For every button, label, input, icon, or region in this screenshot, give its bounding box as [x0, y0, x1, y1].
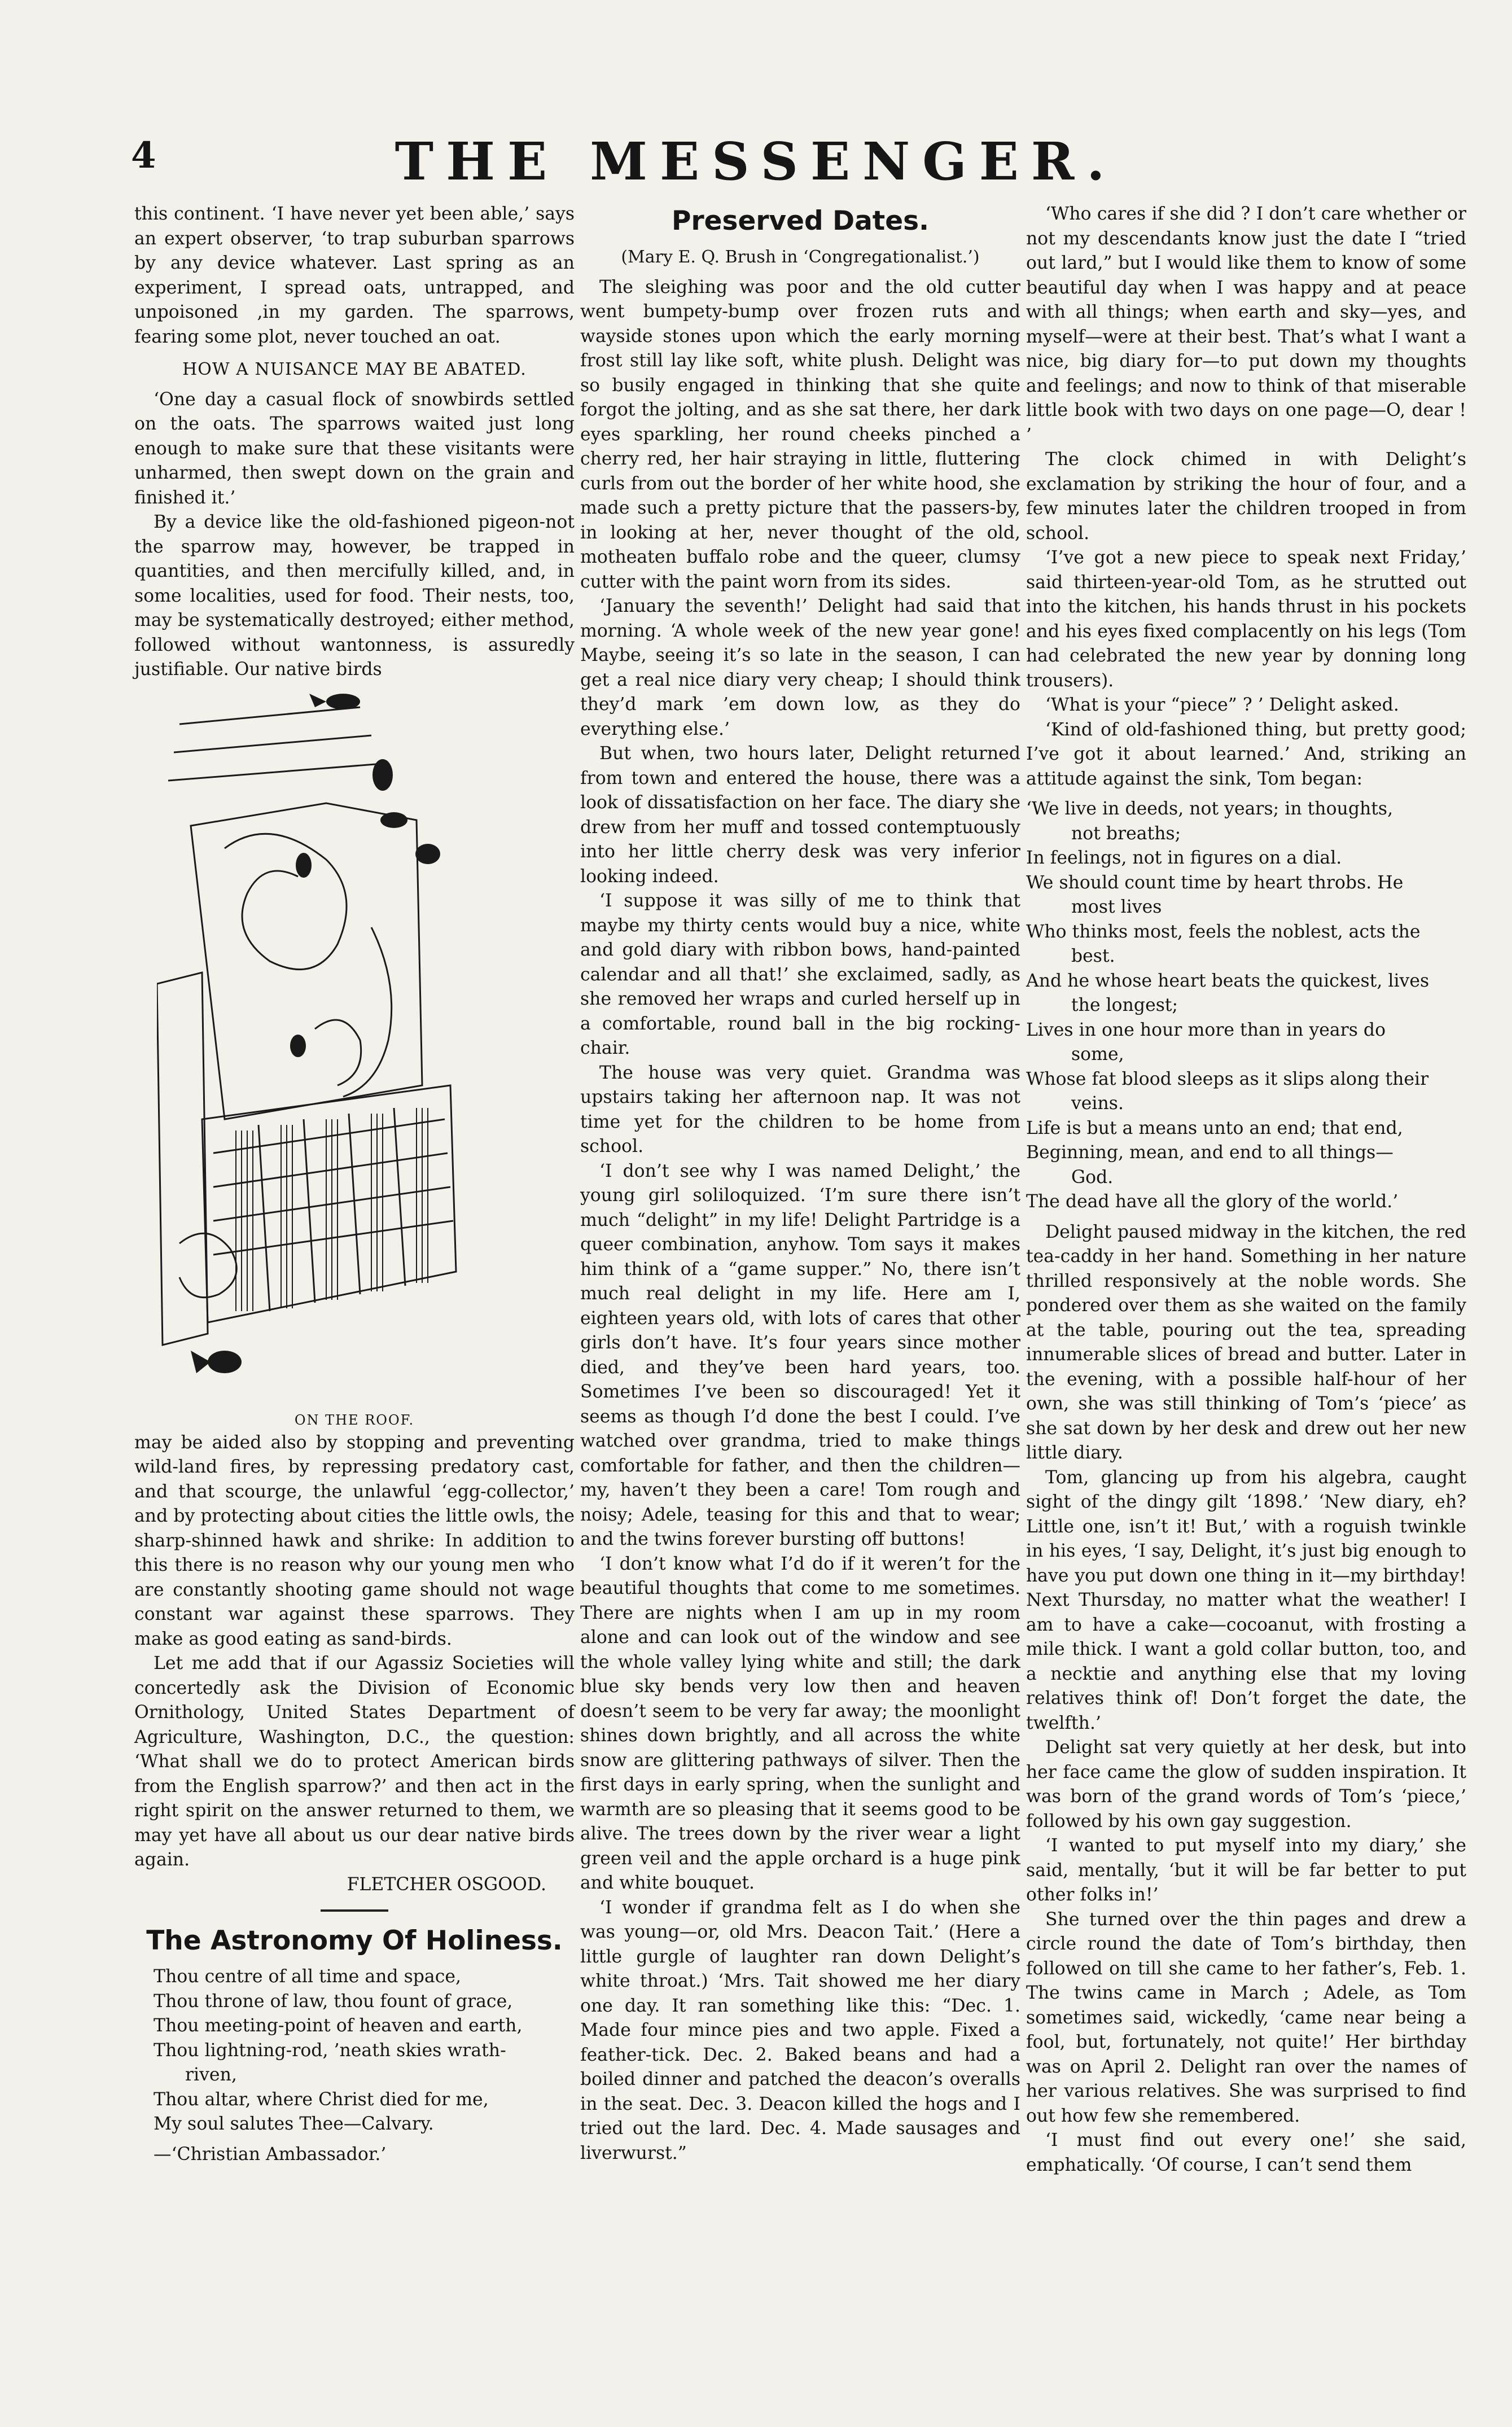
poem-line: the longest;	[1071, 995, 1178, 1015]
poem-line: Thou altar, where Christ died for me,	[154, 2089, 489, 2110]
poem-line: some,	[1071, 1044, 1124, 1064]
poem-line: Thou centre of all time and space,	[154, 1966, 461, 1987]
poem-line: Thou lightning-rod, ’neath skies wrath-	[154, 2040, 506, 2061]
poem-line: My soul salutes Thee—Calvary.	[154, 2114, 434, 2134]
paragraph: She turned over the thin pages and drew a circle round the date of Tom’s birthday, then followed on till she came to her father’s, Feb. 1. The twins came in March ; Adele, as Tom sometimes said, wickedly, ‘came near being a fool, but, fortunately, not quite!’ Her birthday was on April 2. Delight ran over the names of her various relatives. She was surprised to find out how few she remembered.	[1026, 1909, 1466, 2126]
poem-line: Who thinks most, feels the noblest, acts the	[1026, 921, 1421, 942]
poem-line: Beginning, mean, and end to all things—	[1026, 1142, 1393, 1163]
poem	[134, 1965, 575, 2137]
paragraph: The house was very quiet. Grandma was upstairs taking her afternoon nap. It was not time yet for the children to be home from school.	[580, 1062, 1020, 1156]
paragraph: may be aided also by stopping and preventing wild-land fires, by repressing predatory cast, and that scourge, the unlawful ‘egg-collector,’ and by protecting about cities the little owls, the sharp-shinned hawk and shrike: In addition to this there is no reason why our young men who are constantly shooting game should not wage constant war against these sparrows. They make as good eating as sand-birds.	[134, 1432, 575, 1649]
poem-line: Whose fat blood sleeps as it slips along their	[1026, 1068, 1429, 1089]
paragraph: Delight paused midway in the kitchen, the red tea-caddy in her hand. Something in her nature thrilled responsively at the noble words. She pondered over them as she waited on the family at the table, pouring out the tea, spreading innumerable slices of bread and butter. Later in the evening, with a possible half-hour of her own, she was still thinking of Tom’s ‘piece’ as she sat down by her desk and drew out her new little diary.	[1026, 1221, 1466, 1463]
paragraph: The sleighing was poor and the old cutter went bumpety-bump over frozen ruts and wayside stones upon which the early morning frost still lay like soft, white plush. Delight was so busily engaged in thinking that she quite forgot the jolting, and as she sat there, her dark eyes sparkling, her round cheeks pinched a cherry red, her hair straying in little, fluttering curls from out the border of her white hood, she made such a pretty picture that the passers-by, in looking at her, never thought of the old, motheaten buffalo robe and the queer, clumsy cutter with the paint worn from its sides.	[580, 277, 1020, 592]
author-signature: FLETCHER OSGOOD.	[347, 1874, 546, 1895]
poem-line: best.	[1071, 946, 1115, 966]
paragraph: ‘What is your “piece” ? ’ Delight asked.	[1045, 695, 1399, 715]
paragraph: But when, two hours later, Delight returned from town and entered the house, there was a look of dissatisfaction on her face. The diary she drew from her muff and tossed contemptuously into her little cherry desk was very inferior looking indeed.	[580, 743, 1020, 887]
paragraph: ‘I wanted to put myself into my diary,’ she said, mentally, ‘but it will be far better to put other folks in!’	[1026, 1835, 1466, 1905]
poem-line: Thou throne of law, thou fount of grace,	[154, 1991, 513, 2012]
poem-line: riven,	[185, 2065, 237, 2085]
column-1	[134, 202, 575, 2167]
paragraph: ‘I must find out every one!’ she said, emphatically. ‘Of course, I can’t send them	[1026, 2130, 1466, 2175]
paragraph: ‘I don’t know what I’d do if it weren’t for the beautiful thoughts that come to me sometimes. There are nights when I am up in my room alone and can look out of the window and see the whole valley lying white and still; the dark blue sky bends very low then and heaven doesn’t seem to be very far away; the moonlight shines down brightly, and all across the white snow are glittering pathways of silver. Then the first days in early spring, when the sunlight and warmth are so pleasing that it seems good to be alive. The trees down by the river wear a light green veil and the apple orchard is a huge pink and white bouquet.	[580, 1553, 1020, 1893]
paragraph: Delight sat very quietly at her desk, but into her face came the glow of sudden inspiration. It was born of the grand words of Tom’s ‘piece,’ followed by his own gay suggestion.	[1026, 1737, 1466, 1832]
article-title: Preserved Dates.	[672, 205, 929, 236]
paragraph: ‘January the seventh!’ Delight had said that morning. ‘A whole week of the new year gone! Maybe, seeing it’s so late in the season, I can get a real nice diary very cheap; I should think they’d mark ’em down low, as they do everything else.’	[580, 596, 1020, 739]
poem-line: God.	[1071, 1167, 1114, 1188]
paragraph: ‘Who cares if she did ? I don’t care whether or not my descendants know just the date I “tried out lard,” but I would like them to know of some beautiful day when I was happy and at peace with all things; when earth and sky—yes, and myself—were at their best. That’s what I want a nice, big diary for—to put down my thoughts and feelings; and now to think of that miserable little book with two days on one page—O, dear ! ’	[1026, 204, 1466, 445]
paragraph: ‘I wonder if grandma felt as I do when she was young—or, old Mrs. Deacon Tait.’ (Here a little gurgle of laughter ran down Delight’s white throat.) ‘Mrs. Tait showed me her diary one day. It ran something like this: “Dec. 1. Made four mince pies and two apple. Fixed a feather-tick. Dec. 2. Baked beans and had a boiled dinner and patched the deacon’s overalls in the seat. Dec. 3. Deacon killed the hogs and I tried out the lard. Dec. 4. Made sausages and liverwurst.”	[580, 1897, 1020, 2163]
byline: (Mary E. Q. Brush in ‘Congregationalist.’)	[621, 247, 980, 267]
figure-caption: ON THE ROOF.	[294, 1412, 415, 1428]
poem-line: In feelings, not in figures on a dial.	[1026, 848, 1342, 868]
paragraph: ‘I don’t see why I was named Delight,’ the young girl soliloquized. ‘I’m sure there isn’t much “delight” in my life! Delight Partridge is a queer combination, anyhow. Tom says it makes him think of a “game supper.” No, there isn’t much real delight in my life. Here am I, eighteen years old, with lots of cares that other girls don’t have. It’s four years since mother died, and they’ve been hard years, too. Sometimes I’ve been so discouraged! Yet it seems as though I’d done the best I could. I’ve watched over grandma, tried to make things comfortable for father, and then the children—my, haven’t they been a care! Tom rough and noisy; Adele, teasing for this and that to wear; and the twins forever bursting off buttons!	[580, 1160, 1020, 1549]
poem-line: We should count time by heart throbs. He	[1026, 872, 1404, 893]
poem-line: not breaths;	[1071, 823, 1181, 844]
recited-poem	[1026, 797, 1466, 1215]
section-subhead: HOW A NUISANCE MAY BE ABATED.	[182, 360, 527, 379]
column-2	[580, 202, 1020, 2166]
poem-line: The dead have all the glory of the world.’	[1026, 1191, 1399, 1212]
paragraph: ‘I’ve got a new piece to speak next Friday,’ said thirteen-year-old Tom, as he strutted out into the kitchen, his hands thrust in his pockets and his eyes fixed complacently on his legs (Tom had celebrated the new year by donning long trousers).	[1026, 547, 1466, 691]
poem-source: —‘Christian Ambassador.’	[154, 2144, 387, 2165]
poem-line: Life is but a means unto an end; that end,	[1026, 1118, 1403, 1138]
paragraph: this continent. ‘I have never yet been able,’ says an expert observer, ‘to trap suburban sparrows by any device whatever. Last spring as an experiment, I spread oats, untrapped, and unpoisoned ,in my garden. The sparrows, fearing some plot, never touched an oat.	[134, 204, 575, 347]
poem-line: Lives in one hour more than in years do	[1026, 1019, 1386, 1040]
masthead: THE MESSENGER.	[395, 131, 1117, 192]
paragraph: ‘Kind of old-fashioned thing, but pretty good; I’ve got it about learned.’ And, striking an attitude against the sink, Tom began:	[1026, 719, 1466, 789]
paragraph: ‘I suppose it was silly of me to think that maybe my thirty cents would buy a nice, white and gold diary with ribbon bows, hand-painted calendar and all that!’ she exclaimed, sadly, as she removed her wraps and curled herself up in a comfortable, round ball in the big rocking-chair.	[580, 891, 1020, 1058]
column-3	[1026, 202, 1466, 2178]
page-number: 4	[131, 134, 156, 177]
paragraph: The clock chimed in with Delight’s exclamation by striking the hour of four, and a few minutes later the children trooped in from school.	[1026, 449, 1466, 544]
poem-line: most lives	[1071, 897, 1162, 917]
poem-line: And he whose heart beats the quickest, lives	[1026, 970, 1430, 991]
poem-line: veins.	[1071, 1093, 1124, 1114]
poem-line: Thou meeting-point of heaven and earth,	[154, 2016, 523, 2036]
paragraph: ‘One day a casual flock of snowbirds settled on the oats. The sparrows waited just long enough to make sure that these visitants were unharmed, then swept down on the grain and finished it.’	[134, 389, 575, 508]
paragraph: Let me add that if our Agassiz Societies will concertedly ask the Division of Economic Ornithology, United States Department of Agriculture, Washington, D.C., the question: ‘What shall we do to protect American birds from the English sparrow?’ and then act in the right spirit on the answer returned to them, we may yet have all about us our dear native birds again.	[134, 1653, 575, 1870]
paragraph: By a device like the old-fashioned pigeon-not the sparrow may, however, be trapped in quantities, and then mercifully killed, and, in some localities, used for food. Their nests, too, may be systematically destroyed; either method, followed without wantonness, is assuredly justifiable. Our native birds	[134, 512, 575, 680]
rooftop-birds-illustration	[157, 690, 552, 1401]
poem-line: ‘We live in deeds, not years; in thoughts,	[1026, 799, 1393, 819]
illustration-on-the-roof	[134, 690, 575, 1428]
paragraph: Tom, glancing up from his algebra, caught sight of the dingy gilt ‘1898.’ ‘New diary, eh? Little one, isn’t it! But,’ with a roguish twinkle in his eyes, ‘I say, Delight, it’s just big enough to have you put down one thing in it—my birthday! Next Thursday, no matter what the weather! I am to have a cake—cocoanut, with frosting a mile thick. I want a gold collar button, too, and a necktie and anything else that my loving relatives think of! Don’t forget the date, the twelfth.’	[1026, 1467, 1466, 1733]
section-divider	[321, 1909, 388, 1912]
poem-title: The Astronomy Of Holiness.	[146, 1925, 563, 1956]
